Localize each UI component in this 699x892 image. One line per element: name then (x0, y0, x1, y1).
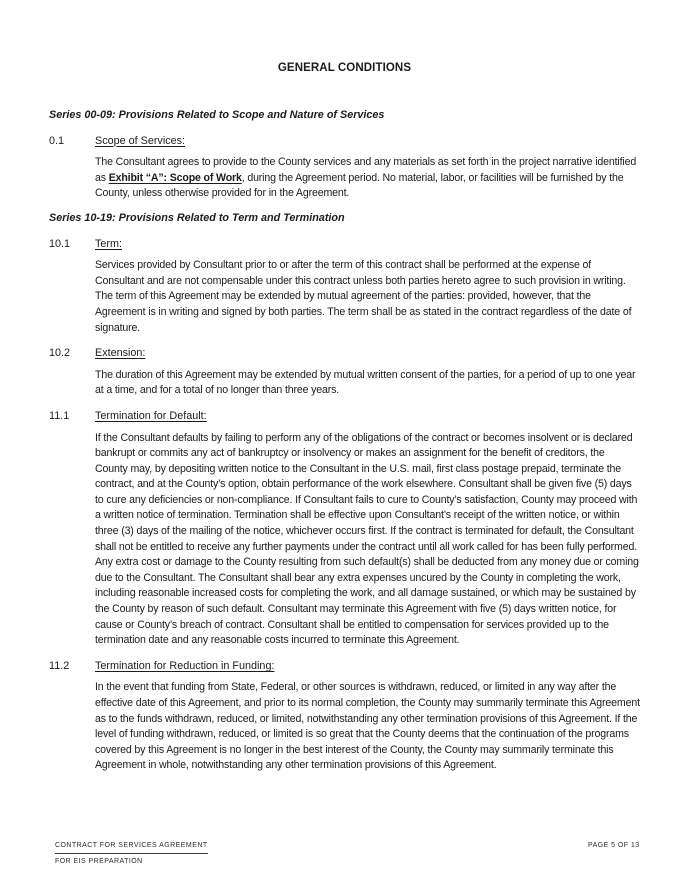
clause-10-2-head (49, 346, 640, 362)
clause-number: 10.2 (49, 347, 71, 360)
clause-11-1-paragraph: If the Consultant defaults by failing to perform any of the obligations of the contract or becomes insolvent or is declared bankrupt or commits any act of bankruptcy or insolvency or makes an assignment for the benefit of creditors, the County may, by depositing written notice to the Consultant in the U.S. mail, first class postage prepaid, terminate the contract, and at the County’s option, obtain performance of the work elsewhere. Consultant shall be given five (5) days to cure any deficiencies or non-compliance. If Consultant fails to cure to County’s satisfaction, County may proceed with a written notice of termination. Termination shall be effective upon Consultant’s receipt of the written notice, or within three (3) days of the mailing of the notice, whichever occurs first. If the contract is terminated for default, the Consultant shall not be entitled to receive any further payments under the contract until all work called for has been fully performed. Any extra cost or damage to the County resulting from such default(s) shall be deducted from any money due or coming due to the Consultant. The Consultant shall bear any extra expenses uncured by the County in completing the work, including reasonable increased costs for completing the work, and all damage sustained, or which may be sustained by the County by reason of such default. Consultant may terminate this Agreement with five (5) days written notice, for cause or County’s breach of contract. Consultant shall be entitled to compensation for services provided up to the termination date and any reasonable costs incurred to terminate this Agreement. (95, 431, 639, 647)
clause-heading-scope-of-services: Scope of Services: (95, 134, 186, 147)
clause-11-2 (49, 659, 640, 774)
clause-heading-term: Term: (95, 237, 122, 250)
clause-heading-extension: Extension: (95, 347, 146, 360)
footer-page-number: PAGE 5 OF 13 (588, 842, 640, 849)
exhibit-a-scope-of-work-reference: Exhibit “A”: Scope of Work (108, 171, 242, 184)
clause-11-2-body (95, 680, 640, 774)
clause-10-2 (49, 346, 640, 399)
clause-11-1-body (95, 431, 640, 649)
clause-number: 10.1 (49, 237, 71, 250)
footer-line-for-eis-preparation: FOR EIS PREPARATION (55, 858, 143, 865)
series-header-00-09: Series 00-09: Provisions Related to Scope and Nature of Services (49, 109, 385, 121)
clause-0-1-paragraph (95, 155, 640, 202)
clause-heading-termination-for-default: Termination for Default: (95, 409, 207, 422)
clause-number: 0.1 (49, 134, 65, 147)
clause-10-2-body (95, 368, 640, 399)
footer-document-name (55, 841, 208, 866)
page-title: GENERAL CONDITIONS (277, 62, 412, 74)
clause-number: 11.2 (49, 659, 70, 672)
clause-heading-termination-for-reduction-in-funding: Termination for Reduction in Funding: (95, 659, 275, 672)
clause-10-1-body (95, 258, 640, 336)
clause-10-1-paragraph: Services provided by Consultant prior to or after the term of this contract shall be performed at the expense of Consultant and are not compensable under this contract unless both parties hereto agree to such provision in writing. The term of this Agreement may be extended by mutual agreement of the parties: provided, however, that the Agreement is in writing and signed by both parties. The term shall be as stated in the contract regardless of the date of signature. (95, 259, 632, 334)
paragraph-text-after: , during the Agreement period. No material, labor, or facilities will be furnished by the County, unless otherwise provided for in the Agreement. (95, 171, 624, 200)
clause-10-1 (49, 237, 640, 337)
clause-0-1 (49, 134, 640, 202)
clause-10-1-head (49, 237, 640, 253)
paragraph-text-before: The Consultant agrees to provide to the County services and any materials as set forth in the project narrative identified as (95, 156, 637, 184)
clause-10-2-paragraph: The duration of this Agreement may be extended by mutual written consent of the parties, for a period of up to one year at a time, and for a total of no longer than three years. (95, 368, 636, 397)
footer-line-contract-for-services-agreement: CONTRACT FOR SERVICES AGREEMENT (55, 841, 208, 854)
clause-11-1-head (49, 409, 640, 425)
clause-number: 11.1 (49, 409, 70, 422)
clause-11-1 (49, 409, 640, 649)
clause-11-2-head (49, 659, 640, 675)
clause-0-1-head (49, 134, 640, 150)
clause-0-1-body (95, 155, 640, 202)
clause-11-2-paragraph: In the event that funding from State, Federal, or other sources is withdrawn, reduced, or limited in any way after the effective date of this Agreement, and prior to its normal completion, the County may summarily terminate this Agreement as to the funds withdrawn, reduced, or limited, notwithstanding any other termination provisions of this Agreement. If the level of funding withdrawn, reduced, or limited is so great that the County deems that the continuation of the programs covered by this Agreement is no longer in the best interest of the County, the County may summarily terminate this Agreement in whole, notwithstanding any other termination provisions of this Agreement. (95, 681, 640, 772)
series-header-10-19: Series 10-19: Provisions Related to Term and Termination (49, 211, 345, 224)
